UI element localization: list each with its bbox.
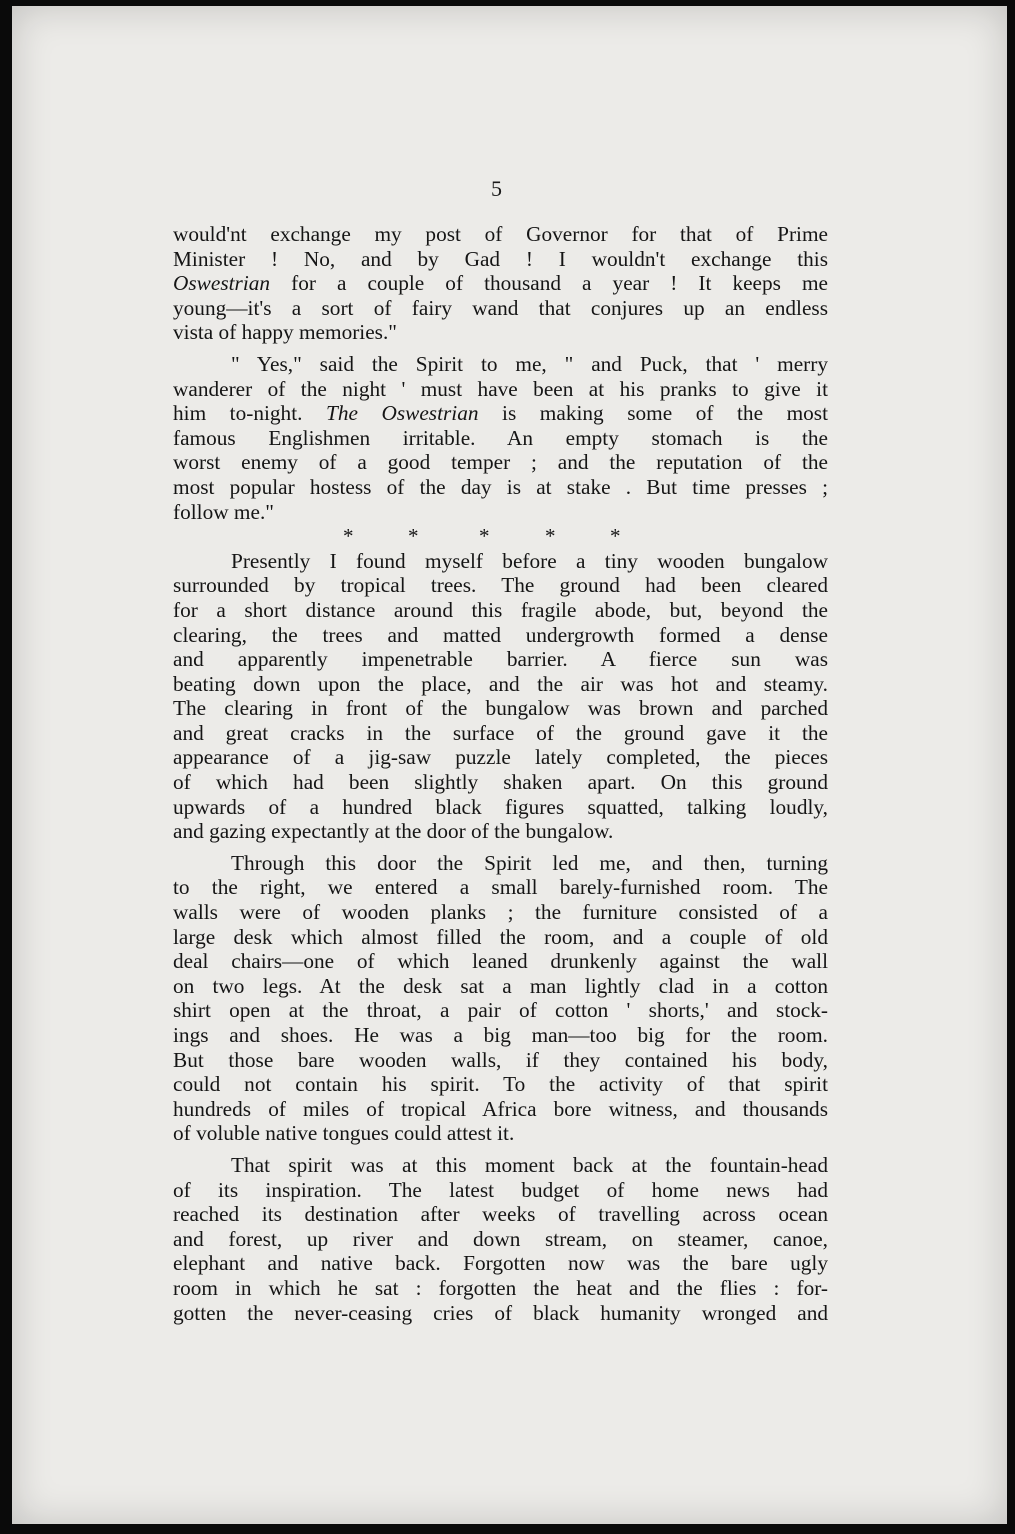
paragraph xyxy=(173,1153,828,1325)
text-fragment: him to-night. xyxy=(173,401,326,426)
text-line xyxy=(173,271,828,296)
separator-star: * xyxy=(545,524,556,549)
text-line: to the right, we entered a small barely-furnished room. The xyxy=(173,875,828,900)
text-line: Minister ! No, and by Gad ! I wouldn't exchange this xyxy=(173,246,828,271)
paragraph xyxy=(173,222,828,345)
text-line: follow me." xyxy=(173,499,274,524)
text-line: upwards of a hundred black figures squatted, talking loudly, xyxy=(173,794,828,819)
text-line: ings and shoes. He was a big man—too big for the room. xyxy=(173,1023,828,1047)
text-line: appearance of a jig-saw puzzle lately completed, the pieces xyxy=(173,745,828,770)
text-line: Presently I found myself before a tiny wooden bungalow xyxy=(231,548,828,573)
text-line: of its inspiration. The latest budget of home news had xyxy=(173,1177,828,1202)
text-line: wanderer of the night ' must have been at his pranks to give it xyxy=(173,376,828,401)
separator-star: * xyxy=(610,524,621,549)
text-line: and apparently impenetrable barrier. A fierce sun was xyxy=(173,647,828,672)
text-line: and great cracks in the surface of the ground gave it the xyxy=(173,720,828,745)
text-line: hundreds of miles of tropical Africa bore witness, and thousands xyxy=(173,1096,828,1121)
paragraph xyxy=(173,352,828,524)
text-line: gotten the never-ceasing cries of black humanity wronged and xyxy=(173,1300,828,1325)
book-page xyxy=(12,6,1007,1524)
body-text xyxy=(173,222,828,1325)
text-line: could not contain his spirit. To the activity of that spirit xyxy=(173,1072,828,1097)
text-line: beating down upon the place, and the air was hot and steamy. xyxy=(173,671,828,696)
text-line: But those bare wooden walls, if they contained his body, xyxy=(173,1047,828,1072)
text-line: room in which he sat : forgotten the heat and the flies : for- xyxy=(173,1275,828,1300)
text-line: That spirit was at this moment back at the fountain-head xyxy=(231,1152,828,1177)
text-line: surrounded by tropical trees. The ground had been cleared xyxy=(173,573,828,598)
text-fragment: for a couple of thousand a year ! It keeps me xyxy=(270,271,828,296)
text-line: of which had been slightly shaken apart. On this ground xyxy=(173,770,828,795)
text-line: deal chairs—one of which leaned drunkenly against the wall xyxy=(173,949,828,974)
paragraph xyxy=(173,549,828,844)
separator-star: * xyxy=(343,524,354,549)
separator-star: * xyxy=(408,524,419,549)
text-line: for a short distance around this fragile abode, but, beyond the xyxy=(173,597,828,622)
text-line: The clearing in front of the bungalow was brown and parched xyxy=(173,696,828,721)
text-line: Through this door the Spirit led me, and then, turning xyxy=(231,850,828,875)
italic-title: Oswestrian xyxy=(173,271,271,296)
text-line: worst enemy of a good temper ; and the reputation of the xyxy=(173,450,828,475)
text-line: would'nt exchange my post of Governor for that of Prime xyxy=(173,222,828,246)
italic-title: The Oswestrian xyxy=(325,401,479,426)
text-line: most popular hostess of the day is at stake . But time presses ; xyxy=(173,474,828,499)
text-fragment: is making some of the most xyxy=(478,401,828,426)
page-number: 5 xyxy=(491,176,502,201)
text-line: of voluble native tongues could attest it. xyxy=(173,1121,515,1146)
text-line: and gazing expectantly at the door of the bungalow. xyxy=(173,819,614,844)
text-line: shirt open at the throat, a pair of cotton ' shorts,' and stock- xyxy=(173,998,828,1023)
separator-star: * xyxy=(479,524,490,549)
text-line xyxy=(173,401,828,426)
text-line: clearing, the trees and matted undergrowth formed a dense xyxy=(173,622,828,647)
text-line: on two legs. At the desk sat a man lightly clad in a cotton xyxy=(173,973,828,998)
text-line: reached its destination after weeks of travelling across ocean xyxy=(173,1202,828,1227)
text-line: " Yes," said the Spirit to me, " and Puck, that ' merry xyxy=(231,351,828,376)
text-line: vista of happy memories." xyxy=(173,320,397,345)
text-line: famous Englishmen irritable. An empty stomach is the xyxy=(173,425,828,450)
paragraph xyxy=(173,851,828,1146)
section-separator xyxy=(173,524,828,549)
text-line: and forest, up river and down stream, on steamer, canoe, xyxy=(173,1226,828,1251)
text-line: young—it's a sort of fairy wand that conjures up an endless xyxy=(173,295,828,320)
text-line: walls were of wooden planks ; the furniture consisted of a xyxy=(173,900,828,925)
text-line: elephant and native back. Forgotten now was the bare ugly xyxy=(173,1251,828,1276)
text-line: large desk which almost filled the room, and a couple of old xyxy=(173,924,828,949)
